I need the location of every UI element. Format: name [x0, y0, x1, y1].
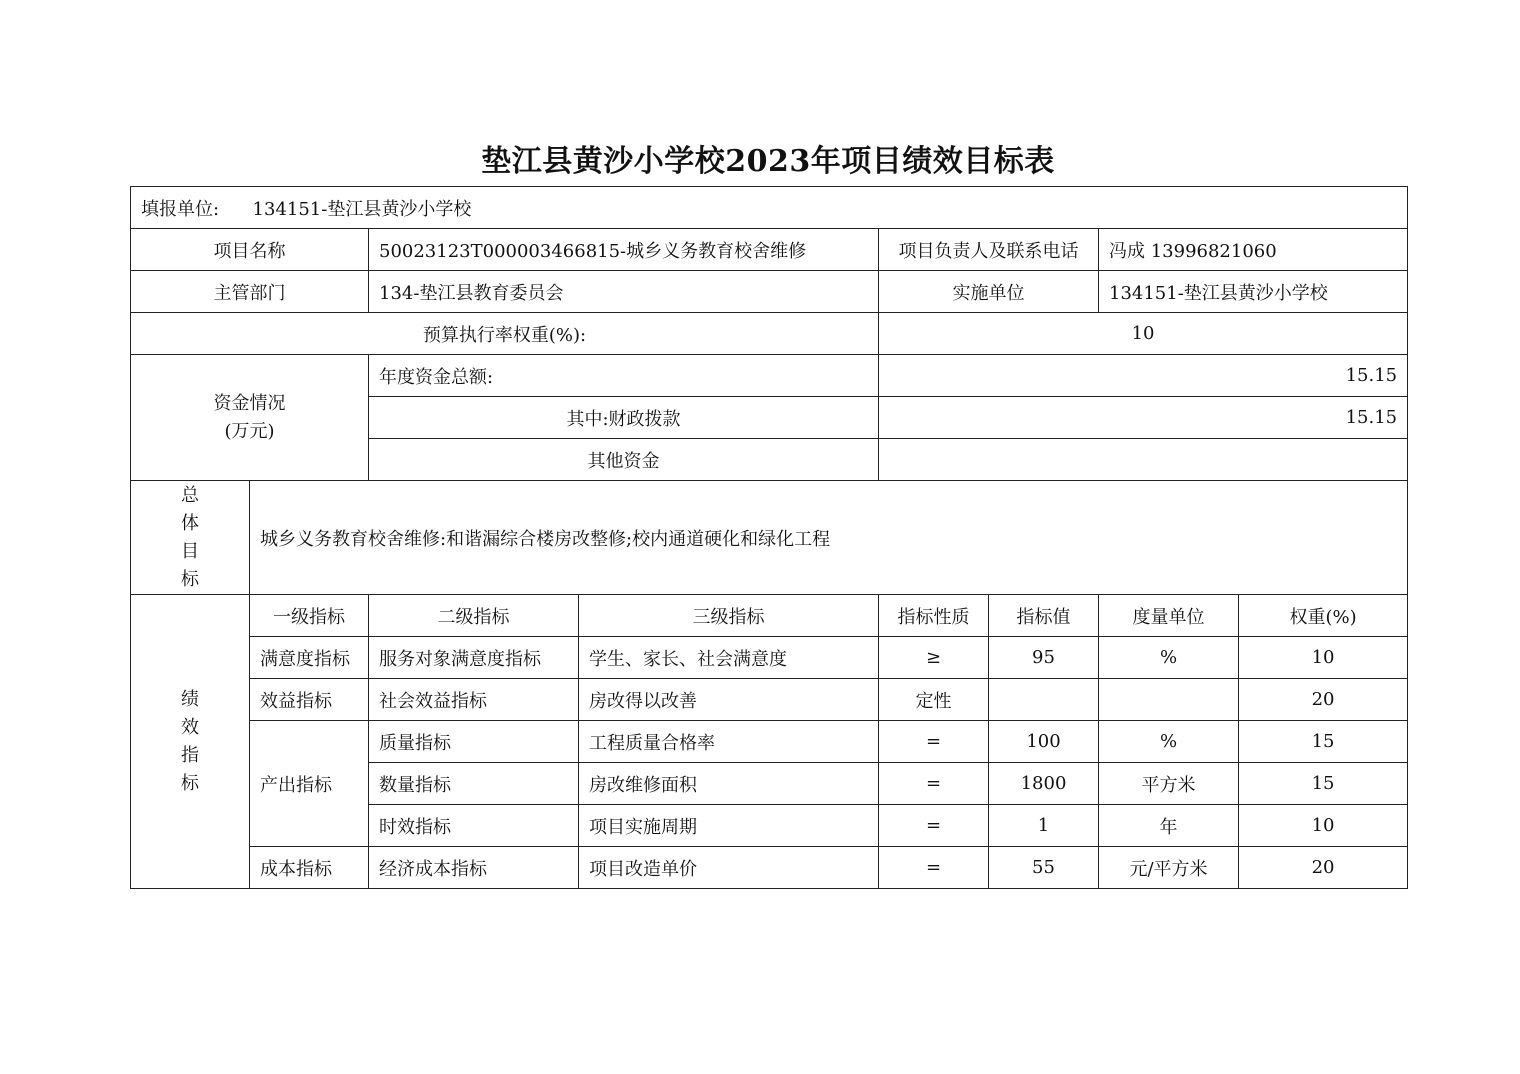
funds-other-label: 其他资金	[369, 439, 879, 481]
value-cell: 55	[989, 847, 1099, 889]
column-header: 权重(%)	[1239, 595, 1408, 637]
dept-value: 134-垫江县教育委员会	[369, 271, 879, 313]
funds-total-label: 年度资金总额:	[369, 355, 879, 397]
column-header: 度量单位	[1099, 595, 1239, 637]
department-row	[131, 271, 1408, 313]
unit-cell: 元/平方米	[1099, 847, 1239, 889]
value-cell: 100	[989, 721, 1099, 763]
column-header: 三级指标	[579, 595, 879, 637]
page-title: 垫江县黄沙小学校2023年项目绩效目标表	[481, 144, 1055, 179]
unit-cell: %	[1099, 721, 1239, 763]
weight-cell: 15	[1239, 721, 1408, 763]
indicator-char: 指	[181, 744, 199, 766]
impl-unit-label: 实施单位	[879, 271, 1099, 313]
table-row	[131, 847, 1408, 889]
indicator-char: 标	[181, 772, 199, 794]
level3-cell: 房改得以改善	[579, 679, 879, 721]
nature-cell: =	[879, 721, 989, 763]
level2-cell: 时效指标	[369, 805, 579, 847]
column-header: 一级指标	[250, 595, 369, 637]
funds-fiscal-label: 其中:财政拨款	[369, 397, 879, 439]
value-cell	[989, 679, 1099, 721]
level2-cell: 经济成本指标	[369, 847, 579, 889]
level3-cell: 项目实施周期	[579, 805, 879, 847]
funds-fiscal-value: 15.15	[879, 397, 1408, 439]
funds-total-value: 15.15	[879, 355, 1408, 397]
nature-cell: ≥	[879, 637, 989, 679]
nature-cell: 定性	[879, 679, 989, 721]
weight-cell: 15	[1239, 763, 1408, 805]
funds-label-line1: 资金情况	[213, 392, 286, 414]
weight-cell: 20	[1239, 847, 1408, 889]
reporting-unit-label: 填报单位:	[141, 198, 220, 220]
dept-label: 主管部门	[131, 271, 369, 313]
level1-cell: 效益指标	[250, 679, 369, 721]
reporting-unit-value: 134151-垫江县黄沙小学校	[252, 198, 472, 220]
table-row	[131, 721, 1408, 763]
table-row	[131, 637, 1408, 679]
column-header: 指标值	[989, 595, 1099, 637]
weight-cell: 10	[1239, 637, 1408, 679]
impl-unit-value: 134151-垫江县黄沙小学校	[1099, 271, 1408, 313]
level3-cell: 房改维修面积	[579, 763, 879, 805]
performance-target-table	[130, 186, 1408, 889]
project-name-value: 50023123T000003466815-城乡义务教育校舍维修	[369, 229, 879, 271]
level1-cell: 产出指标	[250, 721, 369, 847]
unit-cell	[1099, 679, 1239, 721]
overall-goal-label	[131, 481, 250, 595]
unit-cell: 年	[1099, 805, 1239, 847]
funds-other-value	[879, 439, 1408, 481]
funds-total-row	[131, 355, 1408, 397]
weight-cell: 10	[1239, 805, 1408, 847]
indicator-char: 绩	[181, 688, 199, 710]
level1-cell: 成本指标	[250, 847, 369, 889]
level1-cell: 满意度指标	[250, 637, 369, 679]
level3-cell: 项目改造单价	[579, 847, 879, 889]
reporting-unit-row	[131, 187, 1408, 229]
contact-value: 冯成 13996821060	[1099, 229, 1408, 271]
contact-label: 项目负责人及联系电话	[879, 229, 1099, 271]
level2-cell: 服务对象满意度指标	[369, 637, 579, 679]
goal-char: 总	[181, 484, 199, 506]
overall-goal-row	[131, 481, 1408, 595]
column-header: 二级指标	[369, 595, 579, 637]
table-row	[131, 679, 1408, 721]
goal-char: 目	[181, 540, 199, 562]
value-cell: 1	[989, 805, 1099, 847]
funds-label	[131, 355, 369, 481]
funds-label-line2: (万元)	[224, 420, 275, 442]
nature-cell: =	[879, 805, 989, 847]
nature-cell: =	[879, 847, 989, 889]
goal-char: 体	[181, 512, 199, 534]
project-name-row	[131, 229, 1408, 271]
budget-weight-label: 预算执行率权重(%):	[131, 313, 879, 355]
level2-cell: 社会效益指标	[369, 679, 579, 721]
level3-cell: 工程质量合格率	[579, 721, 879, 763]
nature-cell: =	[879, 763, 989, 805]
unit-cell: %	[1099, 637, 1239, 679]
overall-goal-text: 城乡义务教育校舍维修:和谐漏综合楼房改整修;校内通道硬化和绿化工程	[250, 481, 1408, 595]
weight-cell: 20	[1239, 679, 1408, 721]
indicators-label	[131, 595, 250, 889]
indicator-char: 效	[181, 716, 199, 738]
level3-cell: 学生、家长、社会满意度	[579, 637, 879, 679]
level2-cell: 质量指标	[369, 721, 579, 763]
unit-cell: 平方米	[1099, 763, 1239, 805]
goal-char: 标	[181, 568, 199, 590]
reporting-unit-cell	[131, 187, 1408, 229]
value-cell: 1800	[989, 763, 1099, 805]
budget-weight-row	[131, 313, 1408, 355]
column-header: 指标性质	[879, 595, 989, 637]
project-name-label: 项目名称	[131, 229, 369, 271]
value-cell: 95	[989, 637, 1099, 679]
indicator-header-row	[131, 595, 1408, 637]
budget-weight-value: 10	[879, 313, 1408, 355]
level2-cell: 数量指标	[369, 763, 579, 805]
